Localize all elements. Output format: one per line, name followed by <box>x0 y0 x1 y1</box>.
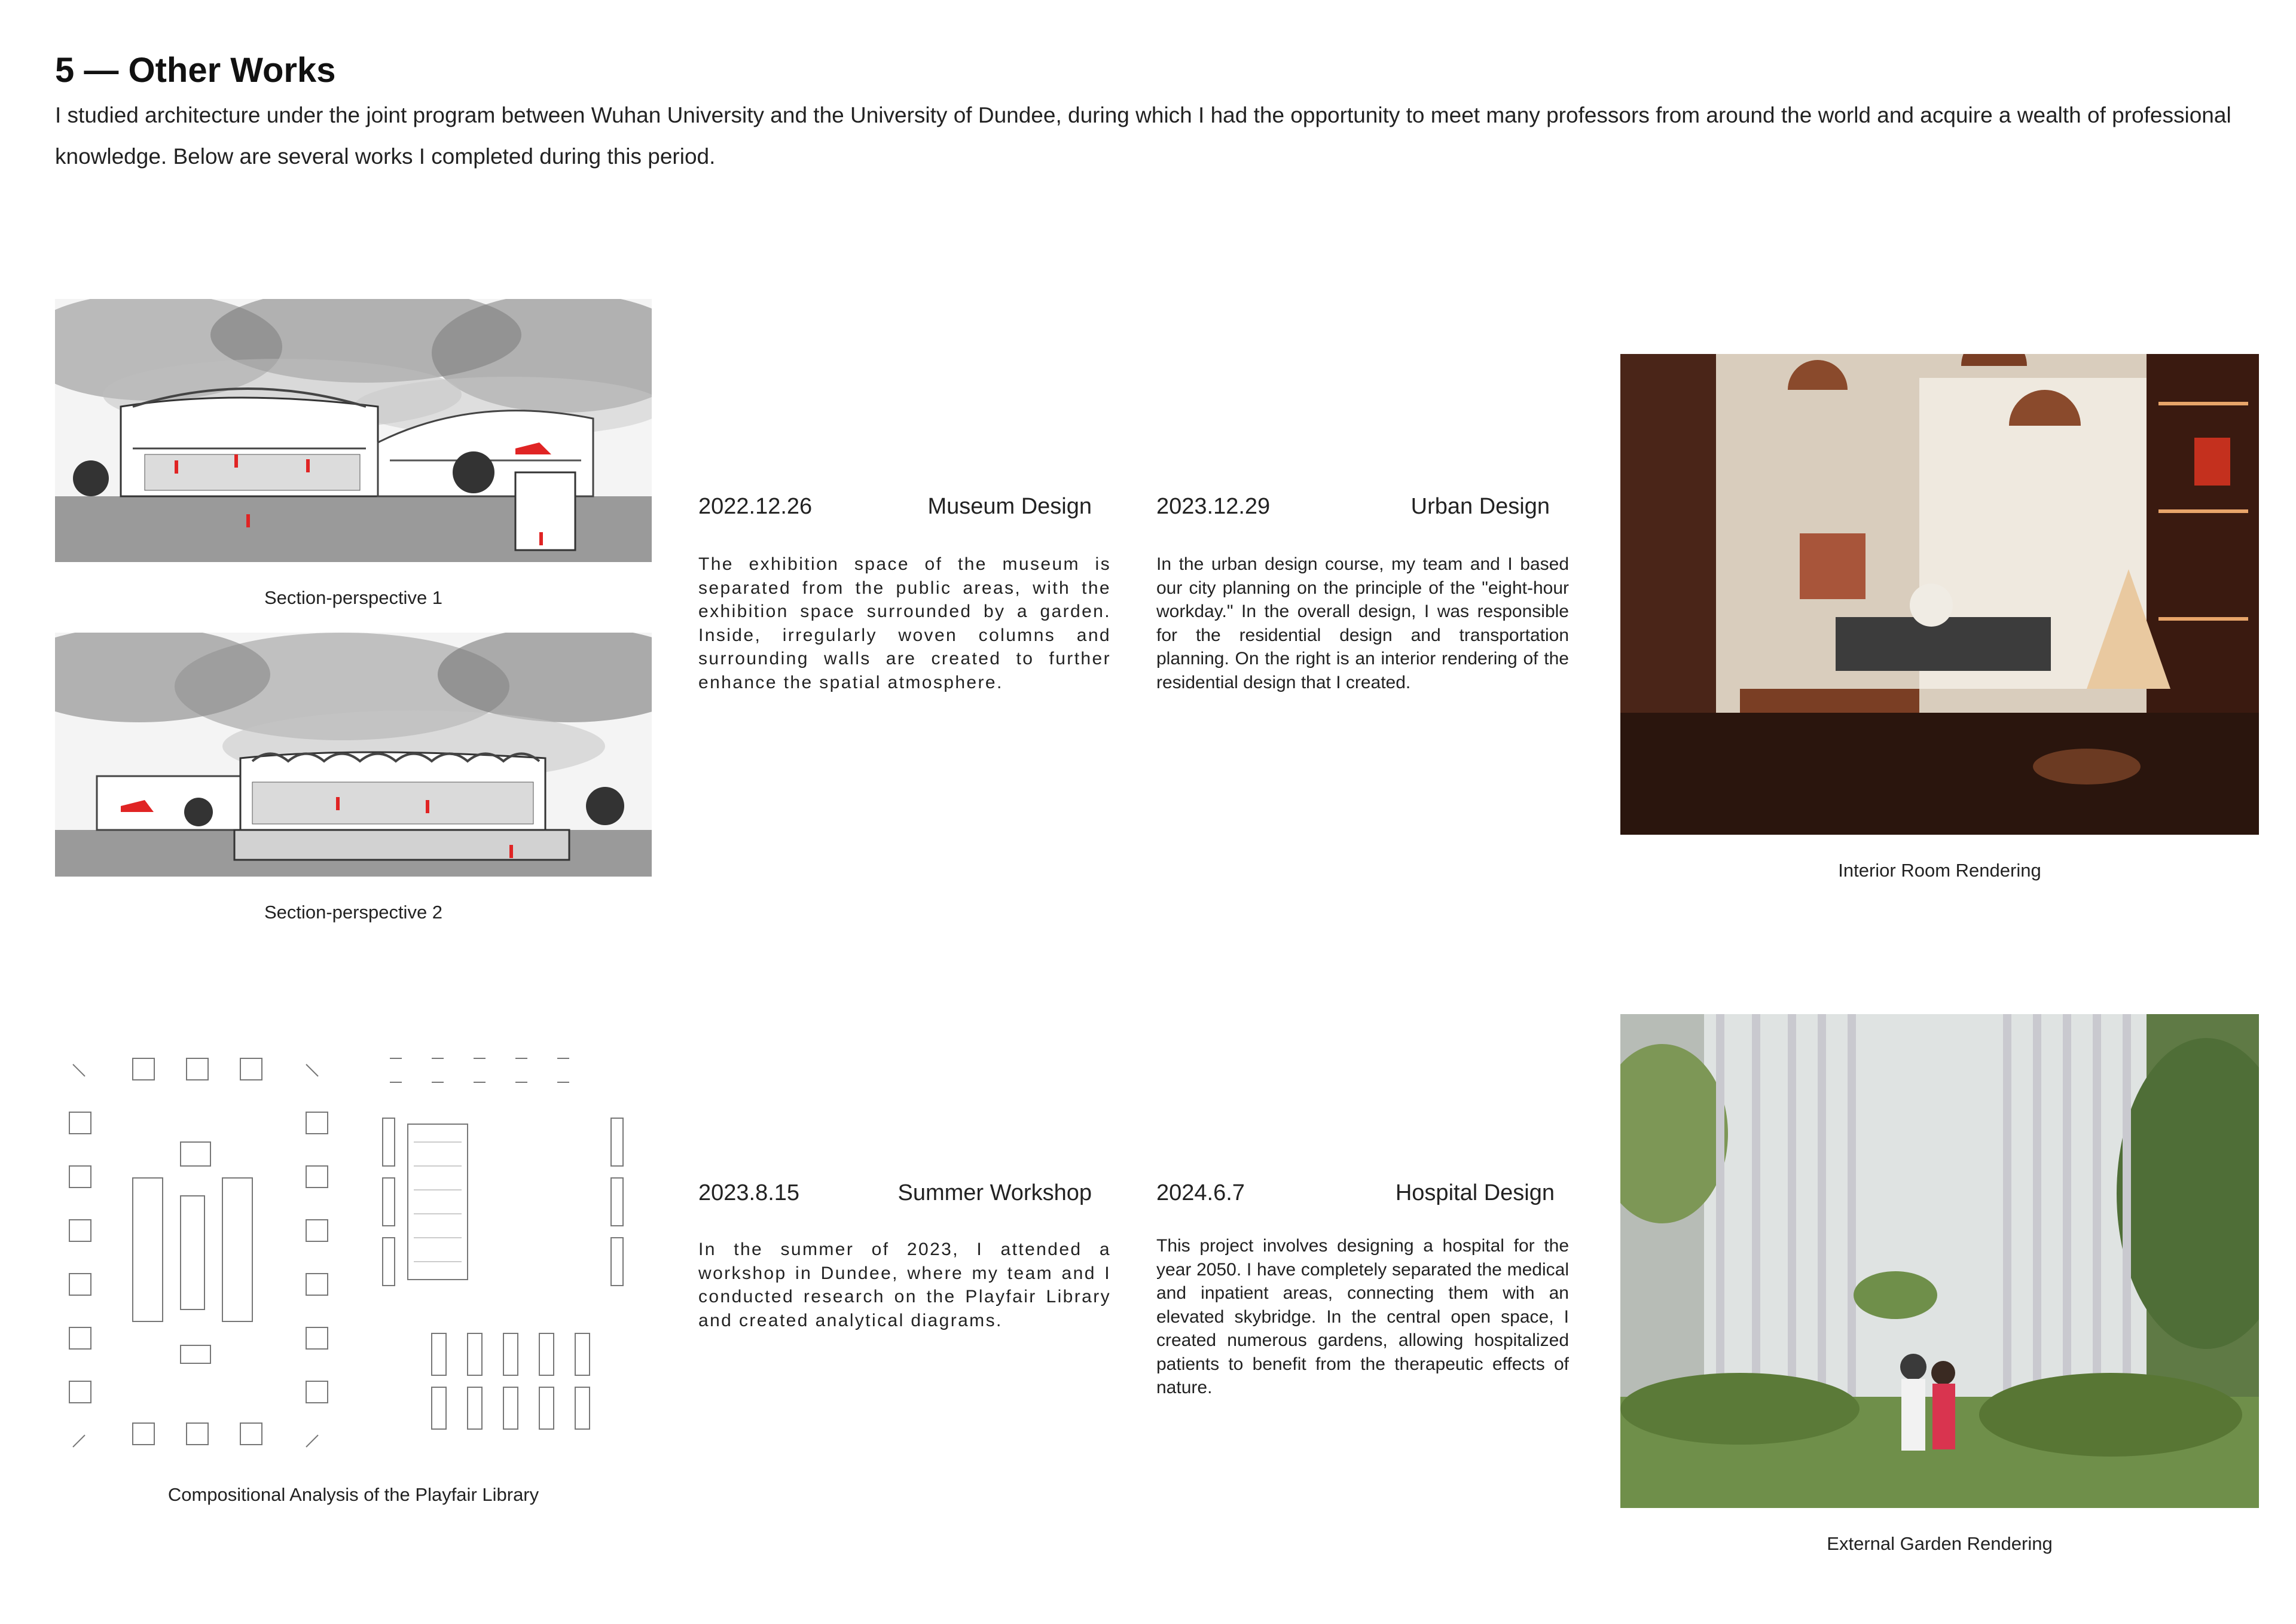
section-perspective-1-image <box>55 299 652 562</box>
external-garden-rendering-image <box>1620 1014 2259 1508</box>
intro-paragraph: I studied architecture under the joint program between Wuhan University and the University of Dundee, during which I had the opportunity to meet many professors from around the world and acquire a wealth of professional knowledge. Below are several works I completed during this period. <box>55 103 2231 169</box>
project-date-museum: 2022.12.26 <box>698 494 813 519</box>
caption-section-perspective-1: Section-perspective 1 <box>264 587 443 608</box>
caption-interior-room-rendering: Interior Room Rendering <box>1838 860 2041 881</box>
project-description-hospital: This project involves designing a hospital for the year 2050. I have completely separated the medical and inpatient areas, connecting them with an elevated skybridge. In the central open space, I created numerous gardens, allowing hospitalized patients to benefit from the therapeutic effects of nature. <box>1156 1236 1569 1397</box>
caption-playfair-library-analysis: Compositional Analysis of the Playfair Library <box>167 1484 539 1505</box>
project-description-workshop: In the summer of 2023, I attended a workshop in Dundee, where my team and I conducted research on the Playfair Library and created analytical diagrams. <box>698 1240 1111 1330</box>
playfair-library-analysis-image <box>55 1040 652 1459</box>
interior-room-rendering-image <box>1620 354 2259 835</box>
project-title-urban: Urban Design <box>1410 494 1550 519</box>
project-title-museum: Museum Design <box>927 494 1092 519</box>
project-title-workshop: Summer Workshop <box>897 1180 1092 1205</box>
project-date-workshop: 2023.8.15 <box>698 1180 800 1205</box>
section-perspective-2-image <box>55 633 652 877</box>
project-description-urban: In the urban design course, my team and I based our city planning on the principle of the "eight-hour workday." In the overall design, I was responsible for the residential design and transportation planning. On the right is an interior rendering of the residential design that I created. <box>1156 554 1569 692</box>
project-title-hospital: Hospital Design <box>1395 1180 1555 1205</box>
project-date-hospital: 2024.6.7 <box>1156 1180 1245 1205</box>
page-title: 5 — Other Works <box>55 51 336 90</box>
caption-section-perspective-2: Section-perspective 2 <box>264 902 443 923</box>
caption-external-garden-rendering: External Garden Rendering <box>1827 1533 2053 1554</box>
project-date-urban: 2023.12.29 <box>1156 494 1271 519</box>
project-description-museum: The exhibition space of the museum is separated from the public areas, with the exhibition space surrounded by a garden. Inside, irregularly woven columns and surrounding walls are created to further enhance the spatial atmosphere. <box>698 554 1111 692</box>
